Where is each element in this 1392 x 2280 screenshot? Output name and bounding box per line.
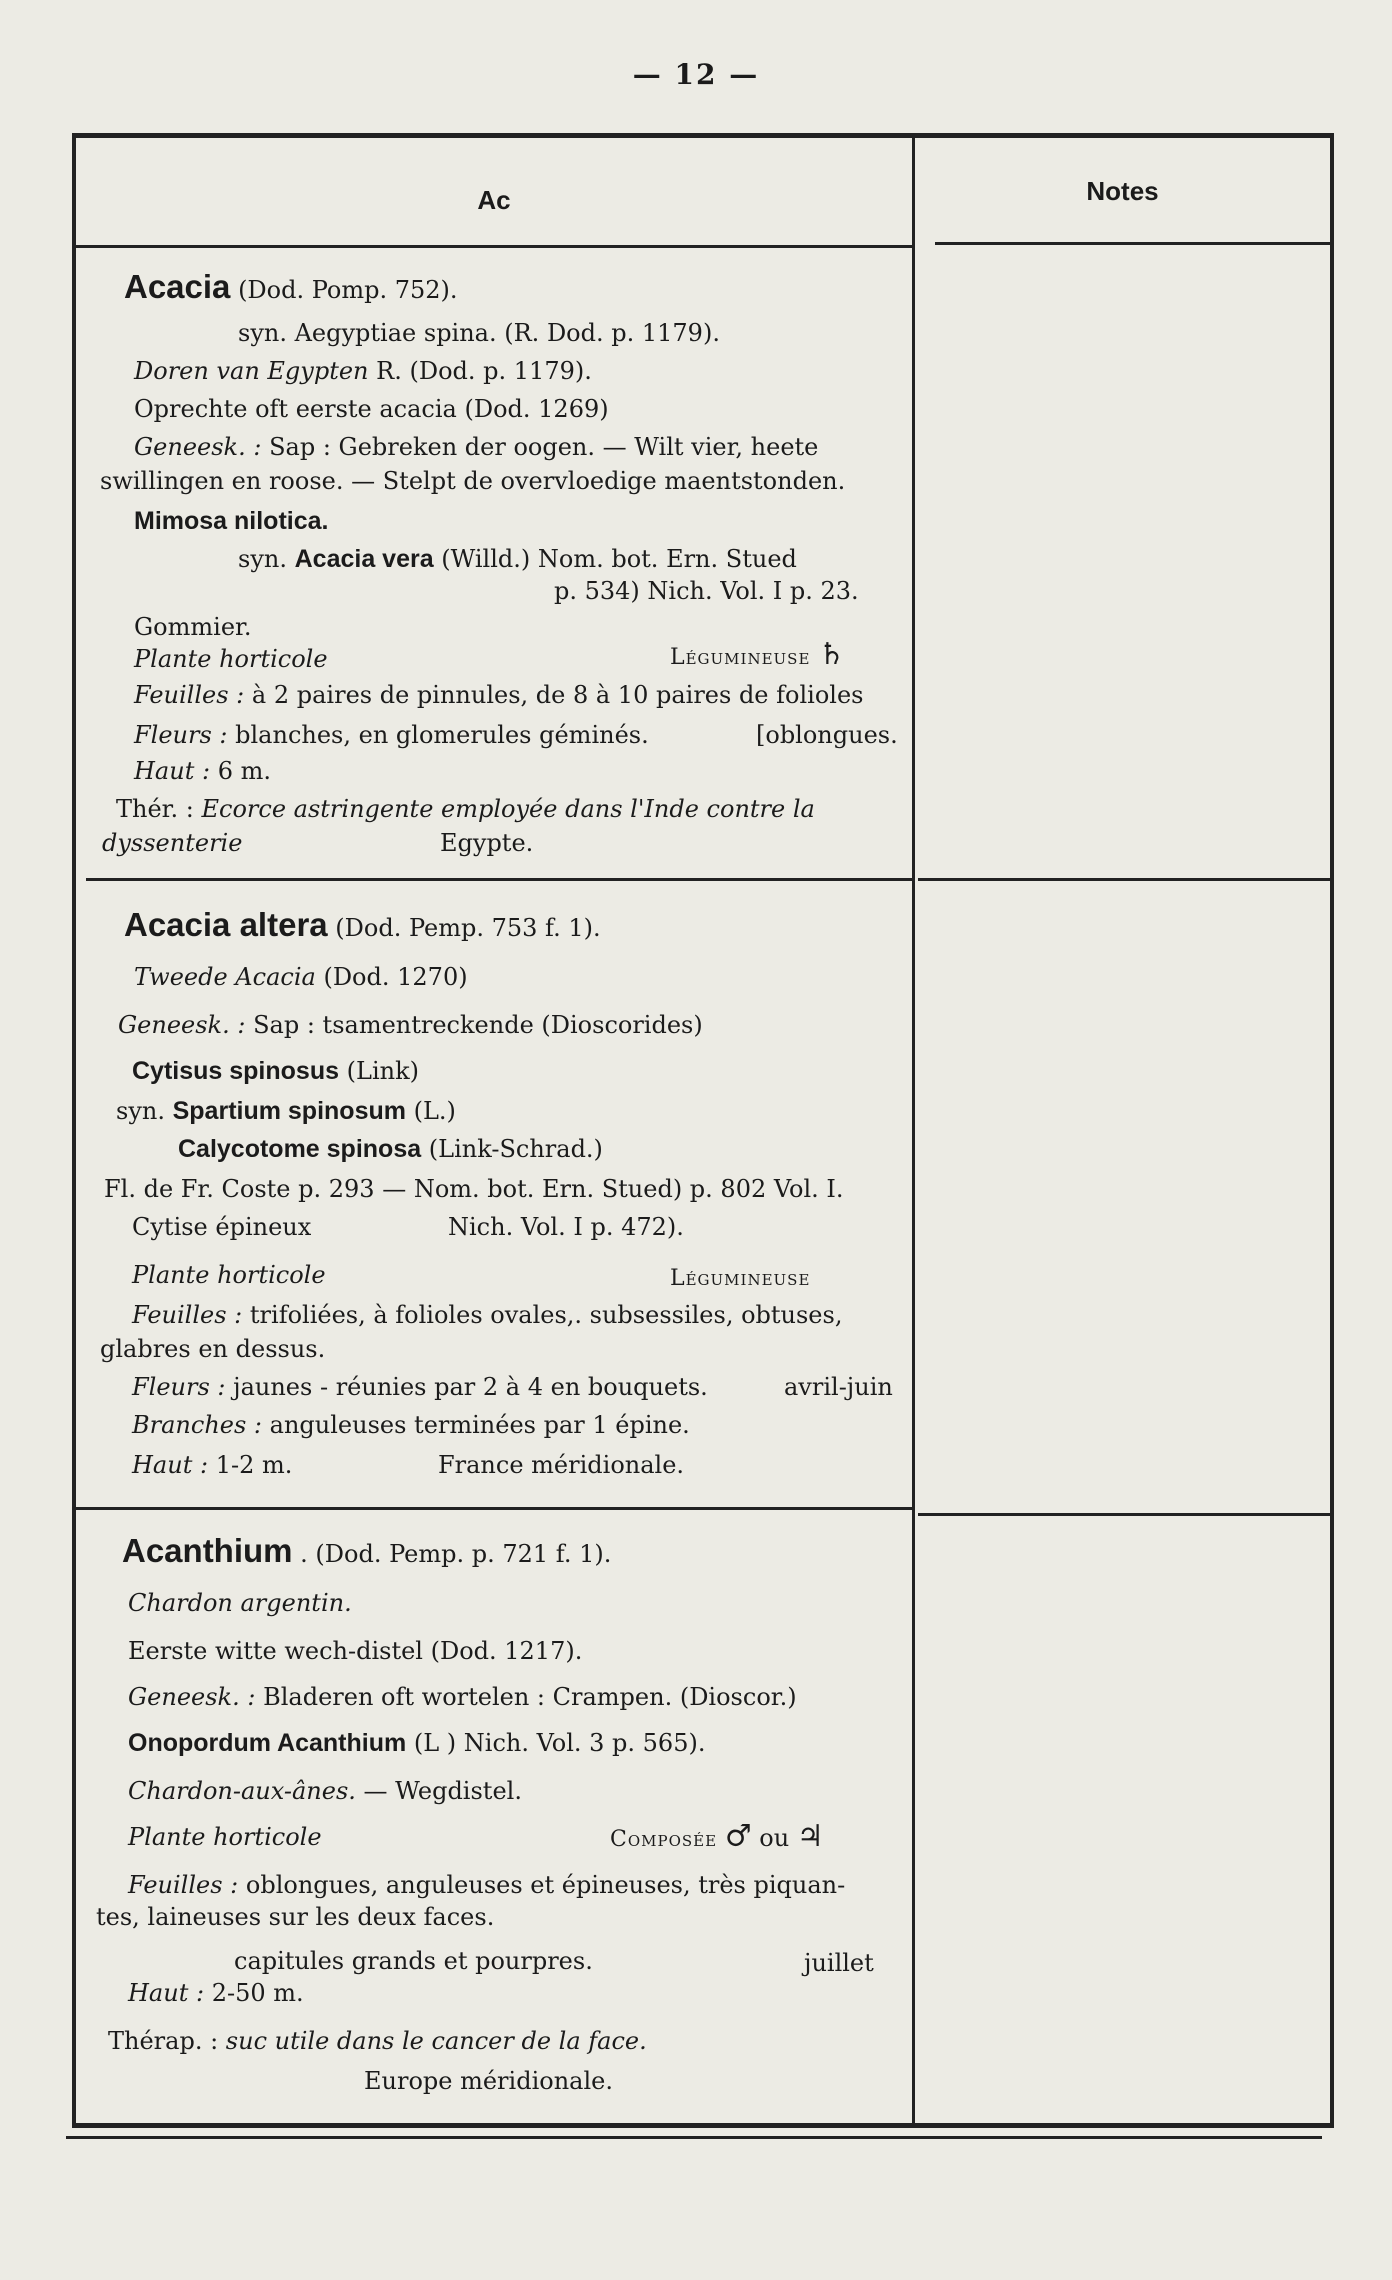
male-symbol-icon: ♂ [724, 1819, 752, 1854]
leaves-continuation: [oblongues. [756, 721, 898, 749]
dutch-name: Doren van Egypten [134, 357, 369, 385]
plant-type [134, 644, 328, 674]
tree-symbol-icon: ♄ [818, 637, 845, 672]
synonym-line [178, 1134, 603, 1164]
family-name: Légumineuse [670, 1266, 811, 1291]
height-label: Haut : [134, 757, 211, 785]
height-line [132, 1450, 292, 1480]
column-header-ac: Ac [477, 185, 511, 215]
synonym-author: (Link-Schrad.) [428, 1135, 603, 1163]
flowers-text: blanches, en glomerules géminés. [235, 721, 649, 749]
height-label: Haut : [132, 1451, 209, 1479]
height-text: 1-2 m. [215, 1451, 293, 1479]
plant-family [670, 637, 845, 673]
leaves-label: Feuilles : [128, 1871, 239, 1899]
synonym-species: Spartium spinosum [172, 1097, 406, 1125]
entry-heading-line [124, 906, 601, 943]
synonym-line: syn. Aegyptiae spina. (R. Dod. p. 1179). [238, 319, 720, 347]
branches-label: Branches : [132, 1411, 263, 1439]
height-label: Haut : [128, 1979, 205, 2007]
flowers-label: Fleurs : [134, 721, 228, 749]
medicinal-use-line [128, 1682, 797, 1712]
plant-type-label: Plante horticole [132, 1261, 326, 1289]
entry-divider-left-1 [86, 878, 912, 881]
leaves-text: à 2 paires de pinnules, de 8 à 10 paires de folioles [251, 681, 864, 709]
therapy-continuation [102, 828, 242, 858]
leaves-continuation: glabres en dessus. [100, 1335, 326, 1363]
dutch-name-ref: R. (Dod. p. 1179). [376, 357, 592, 385]
leaves-line [134, 680, 863, 710]
synonym-prefix: syn. [116, 1097, 165, 1125]
therapy-text: suc utile dans le cancer de la face. [225, 2027, 647, 2055]
medicinal-use-line [134, 432, 818, 462]
region: France méridionale. [438, 1451, 685, 1479]
species-name: Cytisus spinosus [132, 1057, 339, 1085]
flowers-line [132, 1372, 708, 1402]
reference: Nich. Vol. I p. 472). [448, 1213, 684, 1241]
entry-divider-right-1 [918, 878, 1330, 881]
leaves-label: Feuilles : [134, 681, 245, 709]
flowering-period: avril-juin [784, 1373, 893, 1401]
height-text: 2-50 m. [211, 1979, 304, 2007]
medicinal-text: Sap : Gebreken der oogen. — Wilt vier, heete [269, 433, 819, 461]
plant-family [670, 1262, 810, 1294]
plant-family [610, 1819, 824, 1855]
branches-line [132, 1410, 690, 1440]
flowering-period: juillet [804, 1949, 874, 1977]
species-ref: (L ) Nich. Vol. 3 p. 565). [413, 1729, 706, 1757]
french-name [128, 1588, 352, 1618]
jupiter-symbol-icon: ♃ [796, 1819, 824, 1854]
flora-reference: Fl. de Fr. Coste p. 293 — Nom. bot. Ern. Stued) p. 802 Vol. I. [104, 1175, 844, 1203]
species-name-line [132, 1056, 419, 1086]
synonym-prefix: syn. [238, 545, 287, 573]
dutch-name-ref: (Dod. 1270) [323, 963, 468, 991]
synonym-species: Calycotome spinosa [178, 1135, 422, 1163]
synonym-line [116, 1096, 456, 1126]
leaves-line [132, 1300, 842, 1330]
family-name: Composée [610, 1827, 718, 1852]
synonym-species: Acacia vera [294, 545, 434, 573]
leaves-text: trifoliées, à folioles ovales,. subsessiles, obtuses, [249, 1301, 843, 1329]
therapy-label: Thér. : [116, 795, 194, 823]
medicinal-use-line [118, 1010, 703, 1040]
plant-type-label: Plante horticole [134, 645, 328, 673]
flowers-text: jaunes - réunies par 2 à 4 en bouquets. [233, 1373, 708, 1401]
french-name: Cytise épineux [132, 1213, 312, 1241]
medicinal-label: Geneesk. : [128, 1683, 256, 1711]
height-line [128, 1978, 304, 2008]
dutch-name: Tweede Acacia [134, 963, 316, 991]
flowers-label: Fleurs : [132, 1373, 226, 1401]
synonym-line [238, 544, 797, 574]
entry-heading-ref: (Dod. Pomp. 752). [238, 276, 458, 304]
french-name-text: Chardon argentin. [128, 1589, 352, 1617]
dutch-name-line: Oprechte oft eerste acacia (Dod. 1269) [134, 395, 609, 423]
entry-heading: Acanthium [122, 1532, 293, 1569]
french-name: Chardon-aux-ânes. [128, 1777, 356, 1805]
synonym-ref: (Willd.) Nom. bot. Ern. Stued [441, 545, 797, 573]
entry-divider-left-2 [76, 1507, 912, 1510]
column-header-notes: Notes [1086, 176, 1159, 206]
entry-heading-line [122, 1532, 612, 1569]
plant-type [128, 1822, 322, 1852]
therapy-label: Thérap. : [108, 2027, 219, 2055]
bottom-rule [66, 2136, 1322, 2139]
medicinal-text: Bladeren oft wortelen : Crampen. (Dioscor.) [263, 1683, 797, 1711]
entry-heading-ref: . (Dod. Pemp. p. 721 f. 1). [300, 1540, 612, 1568]
leaves-continuation: tes, laineuses sur les deux faces. [96, 1903, 495, 1931]
medicinal-label: Geneesk. : [134, 433, 262, 461]
page-number: — 12 — [632, 58, 760, 91]
height-text: 6 m. [217, 757, 271, 785]
height-line [134, 756, 271, 786]
flowers-line [134, 720, 649, 750]
plant-type [132, 1260, 326, 1290]
family-or: ou [759, 1824, 790, 1852]
dutch-name-line [134, 356, 592, 386]
entry-heading: Acacia altera [124, 906, 328, 943]
leaves-text: oblongues, anguleuses et épineuses, très piquan- [245, 1871, 846, 1899]
medicinal-label: Geneesk. : [118, 1011, 246, 1039]
family-name: Légumineuse [670, 645, 811, 670]
entry-divider-right-2 [918, 1513, 1330, 1516]
therapy-text: Ecorce astringente employée dans l'Inde contre la [201, 795, 815, 823]
therapy-continuation-text: dyssenterie [102, 829, 243, 857]
region: Europe méridionale. [364, 2067, 613, 2095]
species-name: Onopordum Acanthium [128, 1729, 407, 1757]
dutch-name: — Wegdistel. [363, 1777, 522, 1805]
flower-heads: capitules grands et pourpres. [234, 1947, 593, 1975]
medicinal-use-continuation: swillingen en roose. — Stelpt de overvloedige maentstonden. [100, 467, 846, 495]
medicinal-text: Sap : tsamentreckende (Dioscorides) [253, 1011, 703, 1039]
species-author: (Link) [346, 1057, 419, 1085]
header-rule-left [76, 245, 912, 248]
therapy-line [116, 794, 815, 824]
dutch-name-line: Eerste witte wech-distel (Dod. 1217). [128, 1637, 583, 1665]
leaves-line [128, 1870, 845, 1900]
leaves-label: Feuilles : [132, 1301, 243, 1329]
species-name-line [128, 1728, 705, 1758]
synonym-author: (L.) [413, 1097, 456, 1125]
dutch-name-line [134, 962, 468, 992]
french-name: Gommier. [134, 613, 252, 641]
synonym-ref-continuation: p. 534) Nich. Vol. I p. 23. [554, 577, 859, 605]
entry-heading-line [124, 268, 458, 305]
entry-heading: Acacia [124, 268, 231, 305]
plant-type-label: Plante horticole [128, 1823, 322, 1851]
species-name: Mimosa nilotica. [134, 507, 329, 535]
branches-text: anguleuses terminées par 1 épine. [269, 1411, 690, 1439]
region: Egypte. [440, 829, 534, 857]
column-divider [912, 133, 915, 2128]
entry-heading-ref: (Dod. Pemp. 753 f. 1). [335, 914, 601, 942]
therapy-line [108, 2026, 647, 2056]
header-rule-right [935, 242, 1330, 245]
french-name-line [128, 1776, 522, 1806]
